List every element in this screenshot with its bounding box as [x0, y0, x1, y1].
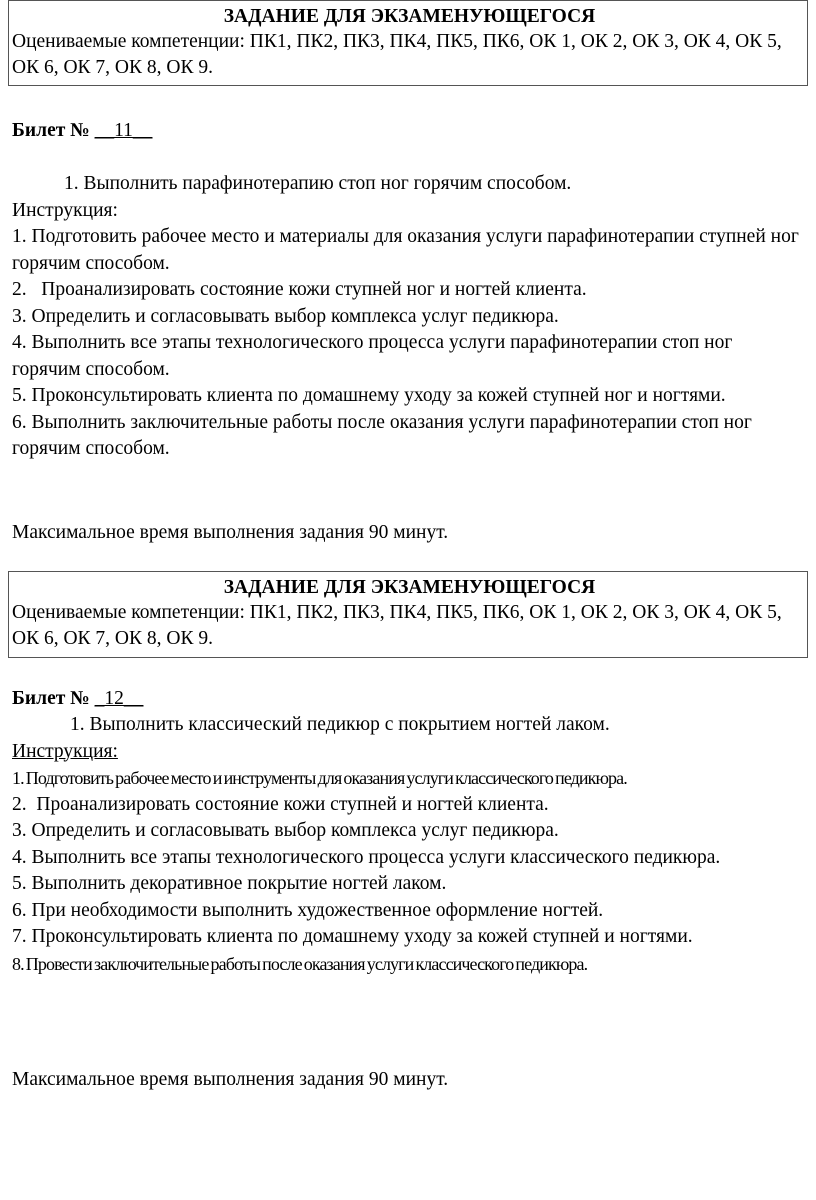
ticket-label-1: Билет № [12, 120, 95, 141]
step-1-1: 1. Подготовить рабочее место и материалы для оказания услуги парафинотерапии ступней ног горячим способом. [12, 226, 799, 274]
ticket-number-2: _12__ [94, 688, 144, 709]
ticket-number-line-1 [12, 118, 152, 145]
step-1-4: 4. Выполнить все этапы технологического процесса услуги парафинотерапии стоп ног горячим способом. [12, 332, 733, 380]
step-1-5: 5. Проконсультировать клиента по домашнему уходу за кожей ступней ног и ногтями. [12, 385, 726, 406]
step-2-2: 2. Проанализировать состояние кожи ступней и ногтей клиента. [12, 793, 549, 815]
exam-task-header-box-1 [8, 0, 808, 86]
instruction-label-1: Инструкция: [12, 199, 118, 221]
step-1-2: 2. Проанализировать состояние кожи ступней ног и ногтей клиента. [12, 279, 587, 300]
header-title-2: ЗАДАНИЕ ДЛЯ ЭКЗАМЕНУЮЩЕГОСЯ [223, 577, 596, 598]
step-1-3: 3. Определить и согласовывать выбор комплекса услуг педикюра. [12, 305, 559, 327]
step-2-8: 8. Провести заключительные работы после оказания услуги классического педикюра. [12, 953, 588, 974]
step-2-3: 3. Определить и согласовывать выбор комплекса услуг педикюра. [12, 820, 559, 841]
competencies-text-1: Оцениваемые компетенции: ПК1, ПК2, ПК3, ПК4, ПК5, ПК6, ОК 1, ОК 2, ОК 3, ОК 4, ОК 5, ОК 6, ОК 7, ОК 8, ОК 9. [12, 31, 782, 78]
step-1-6: 6. Выполнить заключительные работы после оказания услуги парафинотерапии стоп ног горячим способом. [12, 411, 752, 459]
ticket-number-1: __11__ [94, 120, 153, 141]
task-title-1: 1. Выполнить парафинотерапию стоп ног горячим способом. [64, 173, 572, 194]
step-2-6: 6. При необходимости выполнить художественное оформление ногтей. [12, 899, 604, 921]
ticket-content-2 [12, 712, 802, 977]
header-title-1: ЗАДАНИЕ ДЛЯ ЭКЗАМЕНУЮЩЕГОСЯ [223, 6, 596, 27]
instruction-label-2: Инструкция: [12, 740, 118, 762]
step-2-1: 1. Подготовить рабочее место и инструменты для оказания услуги классического педикюра. [12, 768, 627, 788]
ticket-label-2: Билет № [12, 688, 95, 709]
exam-task-header-box-2 [8, 571, 808, 658]
ticket-content-1 [12, 171, 802, 463]
competencies-text-2: Оцениваемые компетенции: ПК1, ПК2, ПК3, ПК4, ПК5, ПК6, ОК 1, ОК 2, ОК 3, ОК 4, ОК 5, ОК 6, ОК 7, ОК 8, ОК 9. [12, 602, 782, 649]
task-title-2: 1. Выполнить классический педикюр с покрытием ногтей лаком. [70, 714, 610, 735]
step-2-4: 4. Выполнить все этапы технологического процесса услуги классического педикюра. [12, 846, 721, 868]
step-2-5: 5. Выполнить декоративное покрытие ногтей лаком. [12, 873, 447, 894]
ticket-number-line-2 [12, 686, 143, 713]
max-time-1: Максимальное время выполнения задания 90 минут. [12, 522, 449, 543]
step-2-7: 7. Проконсультировать клиента по домашнему уходу за кожей ступней и ногтями. [12, 926, 693, 947]
max-time-2: Максимальное время выполнения задания 90 минут. [12, 1069, 449, 1090]
